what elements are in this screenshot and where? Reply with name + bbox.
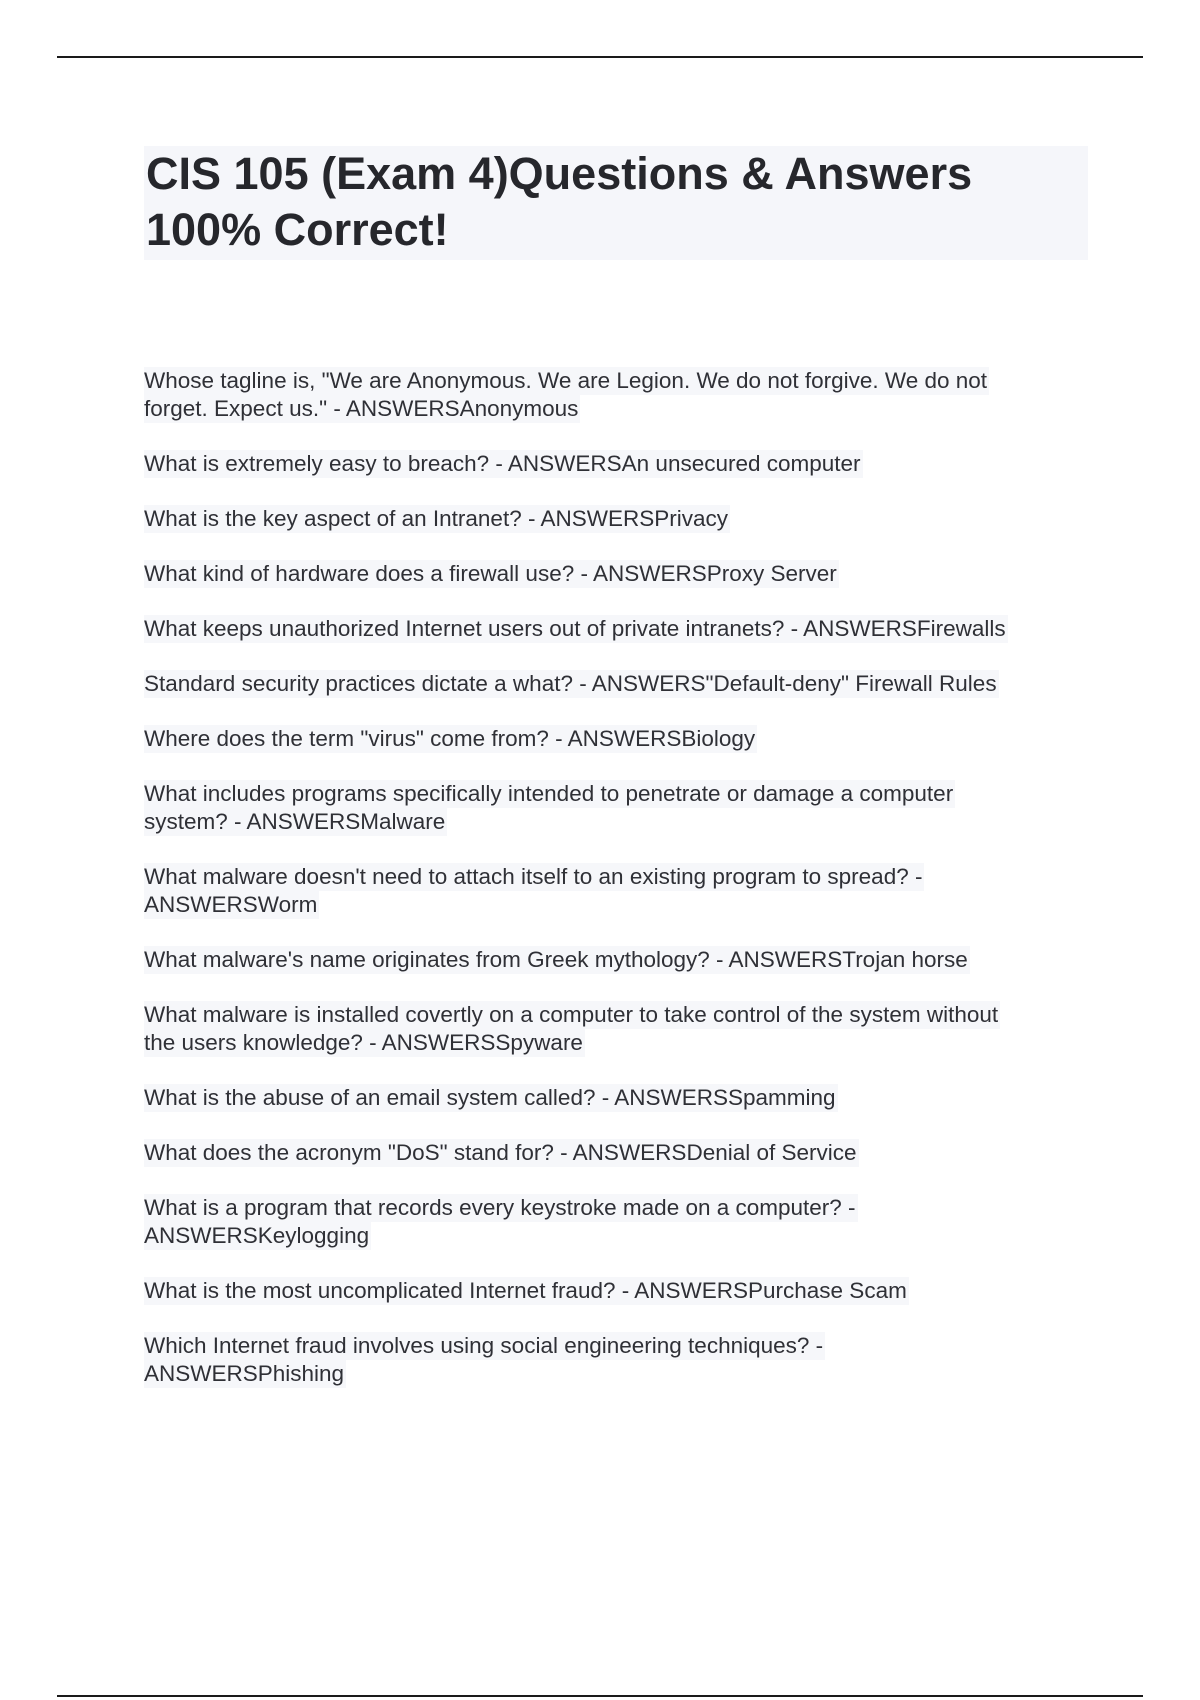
qa-text-line: Which Internet fraud involves using social engineering techniques? - <box>144 1333 824 1358</box>
qa-item <box>144 560 1094 588</box>
qa-text-line: ANSWERSWorm <box>144 892 318 917</box>
qa-item <box>144 863 1094 919</box>
qa-text-line: ANSWERSKeylogging <box>144 1223 370 1248</box>
qa-text-line: system? - ANSWERSMalware <box>144 809 446 834</box>
qa-text-line: What is extremely easy to breach? - ANSWERSAn unsecured computer <box>144 451 861 476</box>
title-line-1: CIS 105 (Exam 4)Questions & Answers <box>146 148 973 199</box>
qa-item <box>144 367 1094 423</box>
qa-item <box>144 780 1094 836</box>
qa-item <box>144 670 1094 698</box>
qa-text-line: Whose tagline is, "We are Anonymous. We are Legion. We do not forgive. We do not <box>144 368 988 393</box>
qa-item <box>144 450 1094 478</box>
top-rule <box>57 56 1143 58</box>
qa-item <box>144 725 1094 753</box>
qa-text-line: ANSWERSPhishing <box>144 1361 345 1386</box>
qa-item <box>144 1194 1094 1250</box>
qa-text-line: What is a program that records every keystroke made on a computer? - <box>144 1195 856 1220</box>
qa-item <box>144 615 1094 643</box>
qa-item <box>144 946 1094 974</box>
qa-list <box>144 367 1094 1415</box>
qa-text-line: What keeps unauthorized Internet users out of private intranets? - ANSWERSFirewalls <box>144 616 1006 641</box>
qa-item <box>144 1084 1094 1112</box>
bottom-rule <box>57 1695 1143 1697</box>
qa-item <box>144 1332 1094 1388</box>
qa-text-line: What is the most uncomplicated Internet fraud? - ANSWERSPurchase Scam <box>144 1278 907 1303</box>
qa-item <box>144 1139 1094 1167</box>
qa-item <box>144 1001 1094 1057</box>
qa-text-line: What is the key aspect of an Intranet? - ANSWERSPrivacy <box>144 506 728 531</box>
qa-item <box>144 505 1094 533</box>
document-title <box>144 146 1088 260</box>
qa-text-line: Where does the term "virus" come from? - ANSWERSBiology <box>144 726 756 751</box>
qa-text-line: What is the abuse of an email system called? - ANSWERSSpamming <box>144 1085 836 1110</box>
qa-text-line: forget. Expect us." - ANSWERSAnonymous <box>144 396 579 421</box>
qa-text-line: Standard security practices dictate a what? - ANSWERS"Default-deny" Firewall Rules <box>144 671 997 696</box>
qa-text-line: What malware doesn't need to attach itself to an existing program to spread? - <box>144 864 923 889</box>
qa-text-line: What malware is installed covertly on a computer to take control of the system without <box>144 1002 999 1027</box>
qa-text-line: What malware's name originates from Greek mythology? - ANSWERSTrojan horse <box>144 947 968 972</box>
qa-item <box>144 1277 1094 1305</box>
title-line-2: 100% Correct! <box>146 204 449 255</box>
qa-text-line: What includes programs specifically intended to penetrate or damage a computer <box>144 781 954 806</box>
qa-text-line: What kind of hardware does a firewall use? - ANSWERSProxy Server <box>144 561 837 586</box>
qa-text-line: What does the acronym "DoS" stand for? - ANSWERSDenial of Service <box>144 1140 857 1165</box>
qa-text-line: the users knowledge? - ANSWERSSpyware <box>144 1030 583 1055</box>
